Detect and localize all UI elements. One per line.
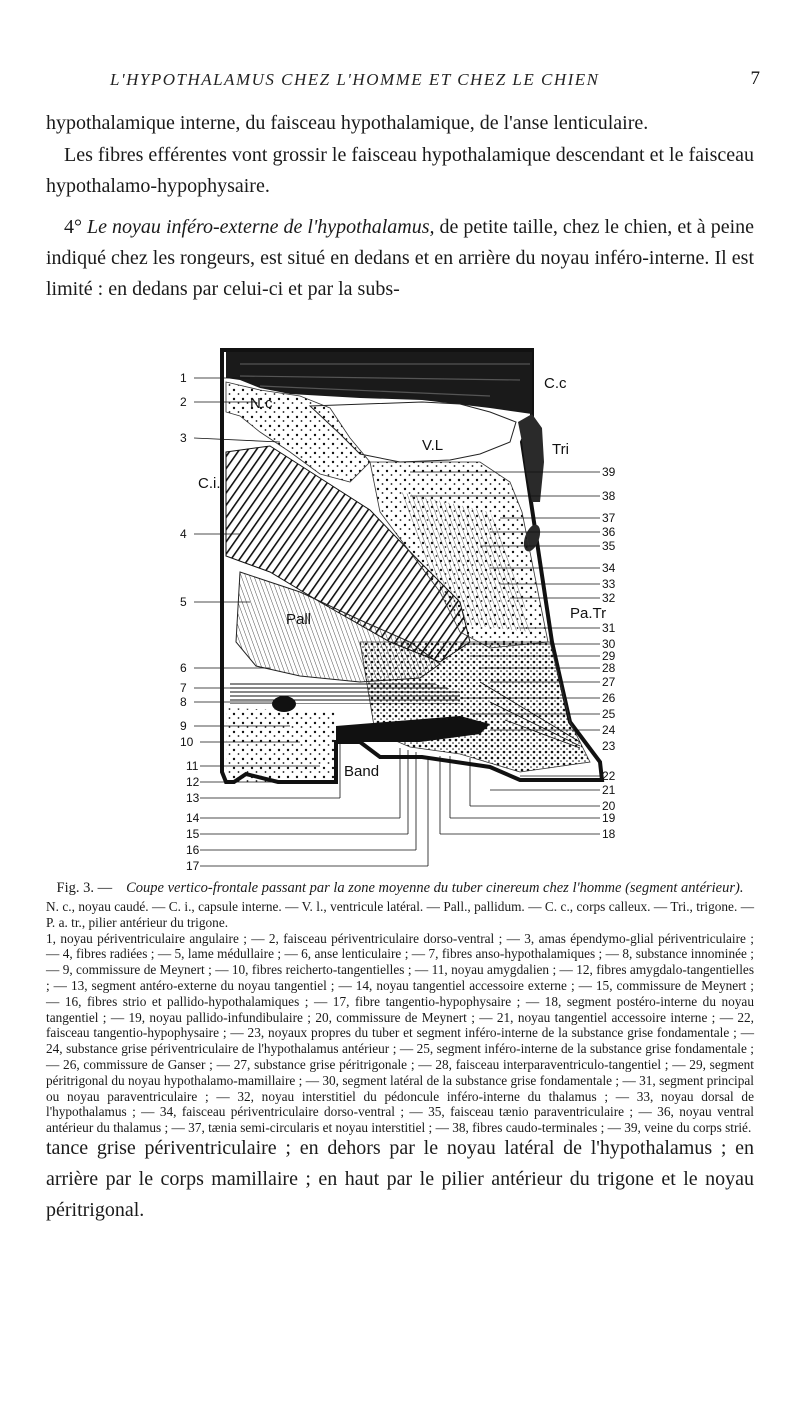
left-label-13: 13 [186, 791, 200, 805]
paragraph-2: Les fibres efférentes vont grossir le faisceau hypothalamique descendant et le faisceau hypothalamo-hypophysaire. [46, 144, 754, 197]
left-label-9: 9 [180, 719, 187, 733]
anatomical-figure [160, 342, 640, 872]
right-label-38: 38 [602, 489, 616, 503]
top-text-block [46, 108, 754, 305]
caption-title [46, 880, 754, 897]
left-label-15: 15 [186, 827, 200, 841]
right-label-27: 27 [602, 675, 616, 689]
label-pall: Pall [286, 611, 312, 628]
right-label-25: 25 [602, 707, 616, 721]
lower-left-stipple [226, 708, 336, 782]
right-label-35: 35 [602, 539, 616, 553]
left-label-8: 8 [180, 695, 187, 709]
caption-abbreviations: N. c., noyau caudé. — C. i., capsule interne. — V. l., ventricule latéral. — Pall., pallidum. — C. c., corps calleux. — Tri., trigone. — P. a. tr., pilier antérieur du trigone. [46, 899, 754, 930]
right-label-23: 23 [602, 739, 616, 753]
horizontal-fiber-bands [230, 682, 460, 704]
right-label-29: 29 [602, 649, 616, 663]
right-label-32: 32 [602, 591, 616, 605]
left-label-11: 11 [186, 759, 199, 773]
left-label-12: 12 [186, 775, 200, 789]
right-label-20: 20 [602, 799, 616, 813]
paragraph-3 [46, 212, 754, 305]
bottom-paragraph: tance grise périventriculaire ; en dehors par le noyau latéral de l'hypothalamus ; en arrière par le corps mamillaire ; en haut par le pilier antérieur du trigone et le noyau péritrigonal. [46, 1137, 754, 1221]
left-label-3: 3 [180, 431, 187, 445]
left-label-6: 6 [180, 661, 187, 675]
right-label-30: 30 [602, 637, 616, 651]
label-nc: N.c [250, 395, 273, 412]
right-label-28: 28 [602, 661, 616, 675]
right-label-31: 31 [602, 621, 616, 635]
left-label-14: 14 [186, 811, 200, 825]
right-label-39: 39 [602, 465, 616, 479]
figure-drawing [160, 342, 640, 872]
right-label-37: 37 [602, 511, 616, 525]
caption-title-text: Coupe vertico-frontale passant par la zone moyenne du tuber cinereum chez l'homme (segment antérieur). [126, 880, 744, 896]
left-label-10: 10 [180, 735, 194, 749]
paragraph-3-number: 4° [64, 216, 88, 238]
right-label-36: 36 [602, 525, 616, 539]
left-label-2: 2 [180, 395, 187, 409]
paragraph-3-rest: de petite taille, chez le chien, et à peine indiqué chez les rongeurs, est situé en dedans et en arrière du noyau inféro-interne. Il est limité : en dedans par celui-ci et par la subs- [46, 216, 755, 300]
right-label-33: 33 [602, 577, 616, 591]
page-header [0, 64, 800, 104]
right-label-22: 22 [602, 769, 616, 783]
page-number: 7 [750, 68, 760, 89]
paragraph-3-italic-title: Le noyau inféro-externe de l'hypothalamus, [87, 216, 435, 238]
paragraph-1: hypothalamique interne, du faisceau hypothalamique, de l'anse lenticulaire. [46, 112, 649, 134]
label-patr: Pa.Tr [570, 605, 607, 622]
right-label-21: 21 [602, 783, 616, 797]
left-label-17: 17 [186, 859, 200, 872]
caption-legend [46, 899, 754, 1136]
right-label-34: 34 [602, 561, 616, 575]
left-label-7: 7 [180, 681, 187, 695]
caption-fig-label: Fig. 3. — [56, 880, 113, 896]
caption-numbered-legend: 1, noyau périventriculaire angulaire ; — 2, faisceau périventriculaire dorso-ventral ; — 3, amas épendymo-glial périventriculaire ; — 4, fibres radiées ; — 5, lame médullaire ; — 6, anse lenticulaire ; — 7, fibres anso-hypothalamiques ; — 8, substance innominée ; — 9, commissure de Meynert ; — 10, fibres reicherto-tangentielles ; — 11, noyau amygdalien ; — 12, fibres amygdalo-tangentielles ; — 13, segment antéro-externe du noyau tangentiel ; — 14, noyau tangentiel accessoire externe ; — 15, commissure de Meynert ; — 16, fibres strio et pallido-hypothalamiques ; — 17, fibre tangentio-hypophysaire ; — 18, segment postéro-interne du noyau tangentiel ; — 19, noyau pallido-infundibulaire ; 20, commissure de Meynert ; — 21, noyau tangentiel accessoire interne ; — 22, faisceau tangentio-hypophysaire ; — 23, noyaux propres du tuber et segment inféro-interne de la substance grise fondamentale ; — 24, substance grise périventriculaire de l'hypothalamus antérieur ; — 25, segment inféro-interne de la substance grise fondamentale ; — 26, commissure de Ganser ; — 27, substance grise péritrigonale ; — 28, faisceau interparaventriculo-tangentiel ; — 29, segment péritrigonal du noyau hypothalamo-mamillaire ; — 30, segment latéral de la substance grise fondamentale ; — 31, segment principal ou noyau paraventriculaire ; — 32, noyau interstitiel du pédoncule inféro-interne du thalamus ; — 33, noyau dorsal de l'hypothalamus ; — 34, faisceau périventriculaire dorso-ventral ; — 35, faisceau tænio paraventriculaire ; — 36, noyau ventral antérieur du thalamus ; — 37, tænia semi-circularis et noyau interstitiel ; — 38, fibres caudo-terminales ; — 39, veine du corps strié. [46, 930, 754, 1136]
left-label-1: 1 [180, 371, 187, 385]
amygdaloid-nucleus [272, 696, 296, 712]
label-vl: V.L [422, 437, 444, 454]
right-label-18: 18 [602, 827, 616, 841]
label-tri: Tri [552, 441, 569, 458]
label-cc: C.c [544, 375, 567, 392]
figure-caption [46, 880, 754, 1136]
label-ci: C.i. [198, 475, 221, 492]
running-title: L'HYPOTHALAMUS CHEZ L'HOMME ET CHEZ LE CHIEN [110, 70, 600, 89]
left-label-16: 16 [186, 843, 200, 857]
left-label-5: 5 [180, 595, 187, 609]
right-label-26: 26 [602, 691, 616, 705]
right-label-19: 19 [602, 811, 616, 825]
right-label-24: 24 [602, 723, 616, 737]
label-band: Band [344, 763, 380, 780]
bottom-text-block [46, 1133, 754, 1226]
left-label-4: 4 [180, 527, 187, 541]
